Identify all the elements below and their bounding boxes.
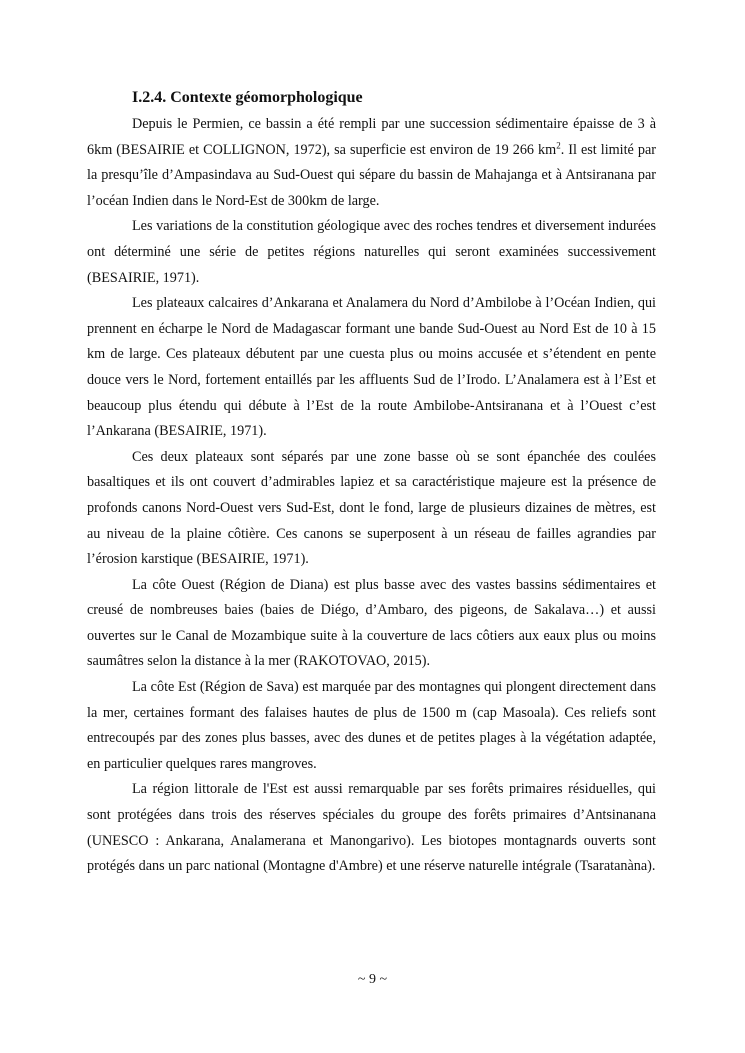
paragraph-east-littoral-forests: La région littorale de l'Est est aussi remarquable par ses forêts primaires résiduelles, qui sont protégées dans trois des réserves spéciales du groupe des forêts primaires d’Antsinanana (UNESCO : Ankarana, Analamerana et Manongarivo). Les biotopes montagnards ouverts sont protégés dans un parc national (Montagne d'Ambre) et une réserve naturelle intégrale (Tsaratanàna). bbox=[87, 781, 656, 875]
paragraph-basin-extent bbox=[87, 112, 656, 214]
paragraph-basin-extent-text-a: Depuis le Permien, ce bassin a été rempli par une succession sédimentaire épaisse de 3 à 6km (BESAIRIE et COLLIGNON, 1972), sa superficie est environ de 19 266 km bbox=[87, 116, 656, 158]
paragraph-basalt-canyons: Ces deux plateaux sont séparés par une zone basse où se sont épanchée des coulées basaltiques et ils ont couvert d’admirables lapiez et sa caractéristique majeure est la présence de profonds canons Nord-Ouest vers Sud-Est, dont le fond, large de plusieurs dizaines de mètres, est au niveau de la plaine côtière. Ces canons se superposent à un réseau de failles agrandies par l’érosion karstique (BESAIRIE, 1971). bbox=[87, 448, 656, 568]
section-heading: I.2.4. Contexte géomorphologique bbox=[132, 89, 363, 106]
paragraph-limestone-plateaus: Les plateaux calcaires d’Ankarana et Analamera du Nord d’Ambilobe à l’Océan Indien, qui prennent en écharpe le Nord de Madagascar formant une bande Sud-Ouest au Nord Est de 10 à 15 km de large. Ces plateaux débutent par une cuesta plus ou moins accusée et s’étendent en pente douce vers le Nord, fortement entaillés par les affluents Sud de l’Irodo. L’Analamera est à l’Est et beaucoup plus étendu qui débute à l’Est de la route Ambilobe-Antsiranana et à l’Ouest c’est l’Ankarana (BESAIRIE, 1971). bbox=[87, 295, 656, 440]
paragraph-geological-variations: Les variations de la constitution géologique avec des roches tendres et diversement indurées ont déterminé une série de petites régions naturelles qui seront examinées successivement (BESAIRIE, 1971). bbox=[87, 218, 656, 286]
page-number: ~ 9 ~ bbox=[357, 972, 388, 987]
paragraph-basin-extent-text-b: . Il est limité par la presqu’île d’Ampasindava au Sud-Ouest qui sépare du bassin de Mahajanga et à Antsiranana par l’océan Indien dans le Nord-Est de 300km de large. bbox=[87, 141, 656, 209]
paragraph-west-coast: La côte Ouest (Région de Diana) est plus basse avec des vastes bassins sédimentaires et creusé de nombreuses baies (baies de Diégo, d’Ambaro, des pigeons, de Sakalava…) et aussi ouvertes sur le Canal de Mozambique suite à la couverture de lacs côtiers aux eaux plus ou moins saumâtres selon la distance à la mer (RAKOTOVAO, 2015). bbox=[87, 576, 656, 670]
document-page bbox=[87, 88, 656, 880]
paragraph-east-coast: La côte Est (Région de Sava) est marquée par des montagnes qui plongent directement dans la mer, certaines formant des falaises hautes de plus de 1500 m (cap Masoala). Ces reliefs sont entrecoupés par des zones plus basses, avec des dunes et de petites plages à la végétation adaptée, en particulier quelques rares mangroves. bbox=[87, 679, 656, 772]
superscript-two: 2 bbox=[556, 139, 561, 150]
